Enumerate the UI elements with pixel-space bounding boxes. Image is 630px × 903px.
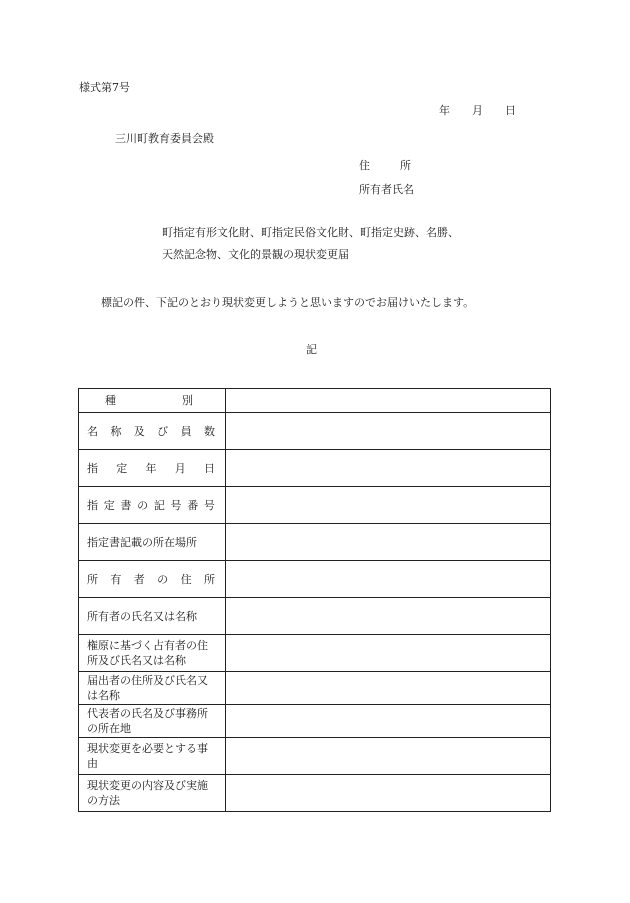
row-label bbox=[79, 450, 226, 487]
row-label-char: 称 bbox=[110, 424, 122, 438]
address-label-char-1: 住 bbox=[359, 159, 370, 172]
date-month: 月 bbox=[472, 104, 483, 117]
row-value-field[interactable] bbox=[226, 672, 551, 705]
row-value-field[interactable] bbox=[226, 705, 551, 738]
owner-name-label: 所有者氏名 bbox=[359, 183, 414, 196]
row-label-char: 員 bbox=[180, 424, 192, 438]
record-table bbox=[78, 388, 551, 812]
row-label bbox=[79, 413, 226, 450]
table-row bbox=[79, 775, 551, 812]
addressee: 三川町教育委員会殿 bbox=[115, 132, 214, 145]
row-value-field[interactable] bbox=[226, 450, 551, 487]
row-label bbox=[79, 487, 226, 524]
table-row bbox=[79, 598, 551, 635]
row-label-char: 定 bbox=[103, 498, 115, 512]
row-label-text: 現状変更の内容及び実施の方法 bbox=[87, 779, 208, 807]
row-label-char: 年 bbox=[145, 461, 157, 475]
row-label bbox=[79, 672, 226, 705]
table-row bbox=[79, 561, 551, 598]
row-label-char: 号 bbox=[203, 498, 215, 512]
row-value-field[interactable] bbox=[226, 561, 551, 598]
row-label-char: 数 bbox=[203, 424, 215, 438]
row-label-char: 番 bbox=[187, 498, 199, 512]
row-label-char: 所 bbox=[87, 572, 98, 586]
row-label bbox=[79, 598, 226, 635]
row-label-char: 書 bbox=[120, 498, 132, 512]
table-row bbox=[79, 705, 551, 738]
row-value-field[interactable] bbox=[226, 775, 551, 812]
row-label bbox=[79, 705, 226, 738]
row-label-char: の bbox=[157, 572, 169, 586]
row-label-char: 別 bbox=[182, 394, 193, 407]
row-value-field[interactable] bbox=[226, 738, 551, 775]
table-row bbox=[79, 413, 551, 450]
row-label-char: 号 bbox=[170, 498, 182, 512]
row-label-char: 定 bbox=[116, 461, 128, 475]
table-row bbox=[79, 450, 551, 487]
row-value-field[interactable] bbox=[226, 413, 551, 450]
row-label-char: び bbox=[157, 424, 169, 438]
row-label-char: の bbox=[137, 498, 149, 512]
row-label bbox=[79, 389, 226, 413]
row-value-field[interactable] bbox=[226, 487, 551, 524]
row-value-field[interactable] bbox=[226, 598, 551, 635]
row-value-field[interactable] bbox=[226, 635, 551, 672]
table-row bbox=[79, 524, 551, 561]
address-label-char-2: 所 bbox=[400, 159, 411, 172]
body-text: 標記の件、下記のとおり現状変更しようと思いますのでお届けいたします。 bbox=[101, 296, 475, 309]
table-row bbox=[79, 389, 551, 413]
row-label-text: 権原に基づく占有者の住所及び氏名又は名称 bbox=[87, 639, 208, 667]
title-line-2: 天然記念物、文化的景観の現状変更届 bbox=[162, 248, 349, 261]
row-value-field[interactable] bbox=[226, 389, 551, 413]
date-year: 年 bbox=[439, 104, 450, 117]
row-label bbox=[79, 635, 226, 672]
row-label-char: 種 bbox=[105, 394, 116, 407]
row-label-text: 現状変更を必要とする事由 bbox=[87, 742, 208, 770]
table-row bbox=[79, 635, 551, 672]
form-number: 様式第7号 bbox=[79, 81, 130, 94]
row-label bbox=[79, 524, 226, 561]
ki-heading: 記 bbox=[306, 343, 317, 356]
row-label-char: 有 bbox=[110, 572, 122, 586]
table-row bbox=[79, 487, 551, 524]
date-day: 日 bbox=[505, 104, 516, 117]
title-line-1: 町指定有形文化財、町指定民俗文化財、町指定史跡、名勝、 bbox=[162, 226, 459, 239]
row-label-char: 及 bbox=[133, 424, 145, 438]
row-label-char: 指 bbox=[87, 461, 98, 475]
row-label bbox=[79, 775, 226, 812]
row-value-field[interactable] bbox=[226, 524, 551, 561]
row-label-char: 月 bbox=[174, 461, 186, 475]
address-label bbox=[359, 159, 411, 173]
row-label-char: 記 bbox=[153, 498, 165, 512]
row-label-char: 者 bbox=[133, 572, 145, 586]
row-label-text: 所有者の氏名又は名称 bbox=[87, 609, 197, 623]
row-label bbox=[79, 738, 226, 775]
date-line bbox=[439, 104, 516, 118]
row-label-text: 指定書記載の所在場所 bbox=[87, 535, 197, 549]
row-label-char: 住 bbox=[180, 572, 192, 586]
row-label-text: 代表者の氏名及び事務所の所在地 bbox=[87, 707, 208, 735]
row-label-char: 指 bbox=[87, 498, 98, 512]
table-row bbox=[79, 738, 551, 775]
row-label bbox=[79, 561, 226, 598]
row-label-text: 届出者の住所及び氏名又は名称 bbox=[87, 674, 208, 702]
row-label-char: 名 bbox=[87, 424, 98, 438]
table-row bbox=[79, 672, 551, 705]
row-label-char: 日 bbox=[204, 461, 215, 475]
row-label-char: 所 bbox=[203, 572, 215, 586]
